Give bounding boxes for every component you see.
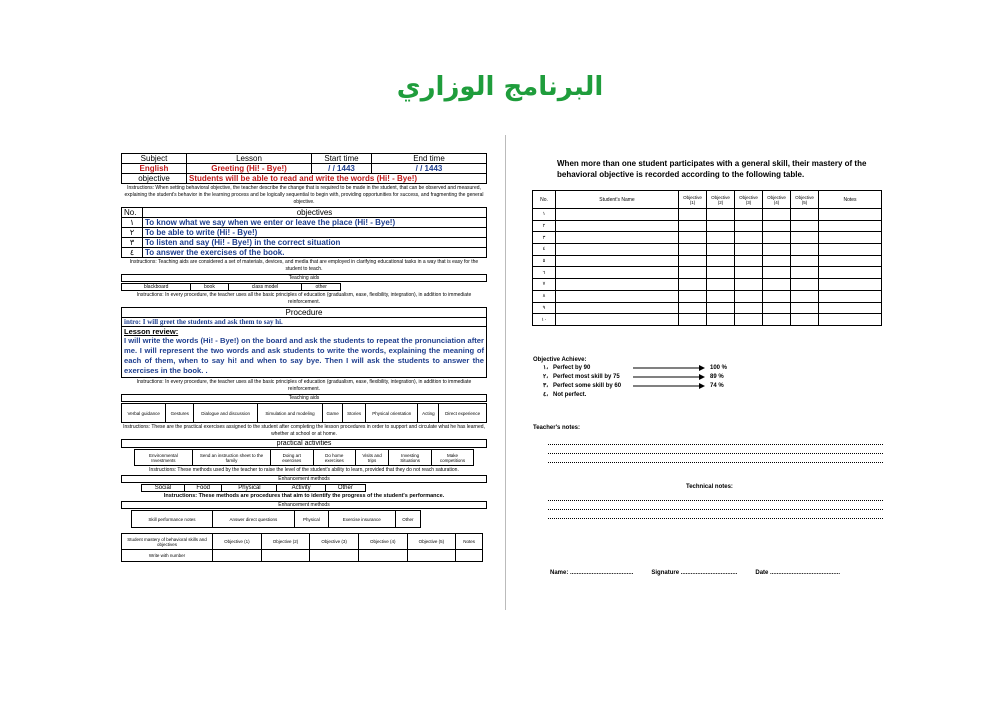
mastery-col: Objective (4) xyxy=(358,534,407,550)
student-no: ٧ xyxy=(533,279,556,291)
subject-value: English xyxy=(122,164,187,174)
teaching-aids2-label: Teaching aids xyxy=(121,394,487,402)
enh1-label: Enhancement methods xyxy=(121,475,487,483)
students-col: Notes xyxy=(819,191,882,209)
procedure-label: Procedure xyxy=(122,308,486,318)
student-no: ٦ xyxy=(533,267,556,279)
objective-item: To listen and say (Hi! - Bye!) in the correct situation xyxy=(143,238,487,248)
mastery-cell xyxy=(407,550,456,562)
practical-item: Do home exercises xyxy=(313,450,355,466)
objective-label: objective xyxy=(122,174,187,184)
objective-item: To be able to write (Hi! - Bye!) xyxy=(143,228,487,238)
enh2-item: Skill performance notes xyxy=(132,511,213,528)
teaching-aids-items xyxy=(121,283,341,291)
achieve-section xyxy=(533,357,793,399)
note-line xyxy=(548,510,883,519)
arrow-right-icon xyxy=(633,374,705,380)
enh1-item: Social xyxy=(142,485,185,492)
enh1-item: Food xyxy=(184,485,222,492)
mastery-cell xyxy=(310,550,359,562)
enh2-item: Other xyxy=(395,511,420,528)
mastery-write: Write with number xyxy=(122,550,213,562)
aid2-item: Gestures xyxy=(166,404,194,423)
note-line xyxy=(548,492,883,501)
teacher-notes-lines xyxy=(548,436,883,463)
header-table xyxy=(121,153,487,184)
student-no: ٣ xyxy=(533,232,556,244)
enh2-item: Exercise insurance xyxy=(328,511,395,528)
objectives-table xyxy=(121,207,487,258)
aid2-item: Verbal guidance xyxy=(122,404,166,423)
practical-item: Visits and trips xyxy=(355,450,388,466)
students-col: Student's Name xyxy=(556,191,679,209)
student-no: ٨ xyxy=(533,290,556,302)
instructions-aids: Instructions: Teaching aids are considered a set of materials, devices, and media that are employed in clarifying educational tasks in a way that is easy for the student to teach. xyxy=(129,259,479,272)
obj-no: ١ xyxy=(122,218,143,228)
technical-notes-lines xyxy=(548,492,883,519)
student-no: ١ xyxy=(533,209,556,221)
obj-no: ٢ xyxy=(122,228,143,238)
aid2-item: Dialogue and discussion xyxy=(194,404,258,423)
obj-no-header: No. xyxy=(122,208,143,218)
arrow-right-icon xyxy=(633,383,705,389)
practical-item: Investing Situations xyxy=(389,450,432,466)
student-no: ٤ xyxy=(533,244,556,256)
mastery-col: Objective (3) xyxy=(310,534,359,550)
enh2-item: Physical xyxy=(294,511,328,528)
achieve-no: ٤، xyxy=(543,392,549,398)
technical-notes-label: Technical notes: xyxy=(686,484,733,490)
mastery-cell xyxy=(456,550,483,562)
students-table xyxy=(532,190,882,326)
instructions-practical: Instructions: These are the practical exercises assigned to the student after completing the lesson procedures in order to support and circulate what he has learned, whether at school or at home. xyxy=(123,424,485,437)
aid2-item: Physical orientation xyxy=(366,404,418,423)
arrow-right-icon xyxy=(633,365,705,371)
enh2-item: Answer direct questions xyxy=(212,511,294,528)
instructions-enhancement: Instructions: These methods used by the teacher to raise the level of the student's ability to learn, provided that they do not reach saturation. xyxy=(149,467,459,473)
achieve-pct: 74 % xyxy=(710,382,724,389)
achieve-row xyxy=(543,363,793,372)
teaching-aids-table xyxy=(121,274,487,282)
objective-text: Students will be able to read and write the words (Hi! - Bye!) xyxy=(187,174,487,184)
note-line xyxy=(548,445,883,454)
mastery-col: Objective (1) xyxy=(213,534,262,550)
students-col: Objective (1) xyxy=(679,191,707,209)
achieve-no: ١، xyxy=(543,365,549,371)
student-no: ٥ xyxy=(533,255,556,267)
objective-item: To answer the exercises of the book. xyxy=(143,248,487,258)
achieve-label: Objective Achieve: xyxy=(533,357,587,363)
signature-row xyxy=(550,570,890,576)
student-no: ٢ xyxy=(533,220,556,232)
aid2-item: Acting xyxy=(418,404,439,423)
lesson-plan-form xyxy=(121,153,487,562)
lesson-value: Greeting (Hi! - Bye!) xyxy=(187,164,312,174)
practical-table xyxy=(134,449,474,466)
practical-item: Send an instruction sheet to the family xyxy=(192,450,270,466)
obj-no: ٤ xyxy=(122,248,143,258)
students-col: Objective (5) xyxy=(791,191,819,209)
instructions-objectives: Instructions: When setting behavioral objective, the teacher describe the change that is required to be made in the student, that can be observed and measured, explaining the student's behavior in the learning process and be logically sequential to begin with, providing opportunities for success, and fragmenting the general objective. xyxy=(124,185,484,205)
header-end: End time xyxy=(372,154,487,164)
achieve-text: Perfect by 90 xyxy=(553,364,591,371)
achieve-no: ٣، xyxy=(543,383,549,389)
mastery-col: Objective (5) xyxy=(407,534,456,550)
teaching-aids2-table xyxy=(121,403,487,423)
students-col: No. xyxy=(533,191,556,209)
aid2-item: Direct experience xyxy=(439,404,487,423)
enh1-item: Activity xyxy=(277,485,325,492)
header-subject: Subject xyxy=(122,154,187,164)
page-title: البرنامج الوزاري xyxy=(396,72,604,102)
note-line xyxy=(548,501,883,510)
practical-item: Environmental Investments xyxy=(135,450,193,466)
mastery-cell xyxy=(213,550,262,562)
students-col: Objective (2) xyxy=(707,191,735,209)
mastery-table xyxy=(121,533,483,562)
obj-header: objectives xyxy=(143,208,487,218)
end-value: / / 1443 xyxy=(372,164,487,174)
note-line xyxy=(548,436,883,445)
header-start: Start time xyxy=(312,154,372,164)
aid-item: blackboard xyxy=(122,284,191,291)
enh1-table xyxy=(141,484,366,492)
achieve-text: Not perfect. xyxy=(553,391,587,398)
achieve-no: ٢، xyxy=(543,374,549,380)
mastery-col: Objective (2) xyxy=(261,534,310,550)
aid-item: book xyxy=(191,284,228,291)
aid-item: other xyxy=(302,284,341,291)
practical-label: practical activities xyxy=(121,439,487,448)
student-no: ١٠ xyxy=(533,314,556,326)
enh1-item: Other xyxy=(325,485,365,492)
achieve-row xyxy=(543,372,793,381)
intro-text: intro: I will greet the students and ask them to say hi. xyxy=(122,318,486,327)
procedure-body: I will write the words (Hi! - Bye!) on the board and ask the students to repeat the pronunciation after me. I will represent the two words and ask students to write the words, explaining the meaning of each of them, when to say hi! and when to say bye. Then I will ask the students to answer the exercises in the book. . xyxy=(124,336,484,375)
instructions-procedure-2: Instructions: In every procedure, the teacher uses all the basic principles of education (gradualism, ease, flexibility, integration), in addition to immediate reinforcement. xyxy=(136,379,472,392)
students-col: Objective (4) xyxy=(763,191,791,209)
enh2-table xyxy=(131,510,421,528)
lesson-review-label: Lesson review: xyxy=(124,327,179,336)
aid2-item: Game xyxy=(322,404,343,423)
achieve-pct: 100 % xyxy=(710,364,728,371)
achieve-text: Perfect some skill by 60 xyxy=(553,382,622,389)
right-intro: When more than one student participates with a general skill, their mastery of the behavioral objective is recorded according to the following table. xyxy=(557,159,867,179)
mastery-cell xyxy=(261,550,310,562)
practical-item: Make competitions xyxy=(432,450,474,466)
achieve-row xyxy=(543,390,793,399)
note-line xyxy=(548,454,883,463)
mastery-col: Notes xyxy=(456,534,483,550)
signature-field: Signature .................................. xyxy=(651,570,738,576)
enh1-item: Physical xyxy=(222,485,277,492)
achieve-text: Perfect most skill by 75 xyxy=(553,373,620,380)
achieve-row xyxy=(543,381,793,390)
start-value: / / 1443 xyxy=(312,164,372,174)
student-no: ٩ xyxy=(533,302,556,314)
students-col: Objective (3) xyxy=(735,191,763,209)
practical-item: Doing art exercises xyxy=(271,450,313,466)
teacher-notes-label: Teacher's notes: xyxy=(533,425,580,431)
name-field: Name: ...................................... xyxy=(550,570,634,576)
date-field: Date .......................................... xyxy=(755,570,841,576)
aid2-item: Stories xyxy=(343,404,366,423)
instructions-procedure: Instructions: In every procedure, the teacher uses all the basic principles of education (gradualism, ease, flexibility, integration), in addition to immediate reinforcement. xyxy=(136,292,472,305)
achieve-pct: 89 % xyxy=(710,373,724,380)
mastery-label: Student mastery of behavioral skills and objectives xyxy=(122,534,213,550)
mastery-cell xyxy=(358,550,407,562)
instructions-enhancement-2: Instructions: These methods are procedures that aim to identify the progress of the student's performance. xyxy=(163,493,445,499)
aid2-item: Simulation and modeling xyxy=(258,404,323,423)
header-lesson: Lesson xyxy=(187,154,312,164)
enh2-label: Enhancement methods xyxy=(121,501,487,509)
teaching-aids-label: Teaching aids xyxy=(122,275,487,282)
aid-item: class model xyxy=(228,284,302,291)
obj-no: ٣ xyxy=(122,238,143,248)
objective-item: To know what we say when we enter or leave the place (Hi! - Bye!) xyxy=(143,218,487,228)
procedure-box xyxy=(121,307,487,378)
page-divider xyxy=(505,135,506,610)
